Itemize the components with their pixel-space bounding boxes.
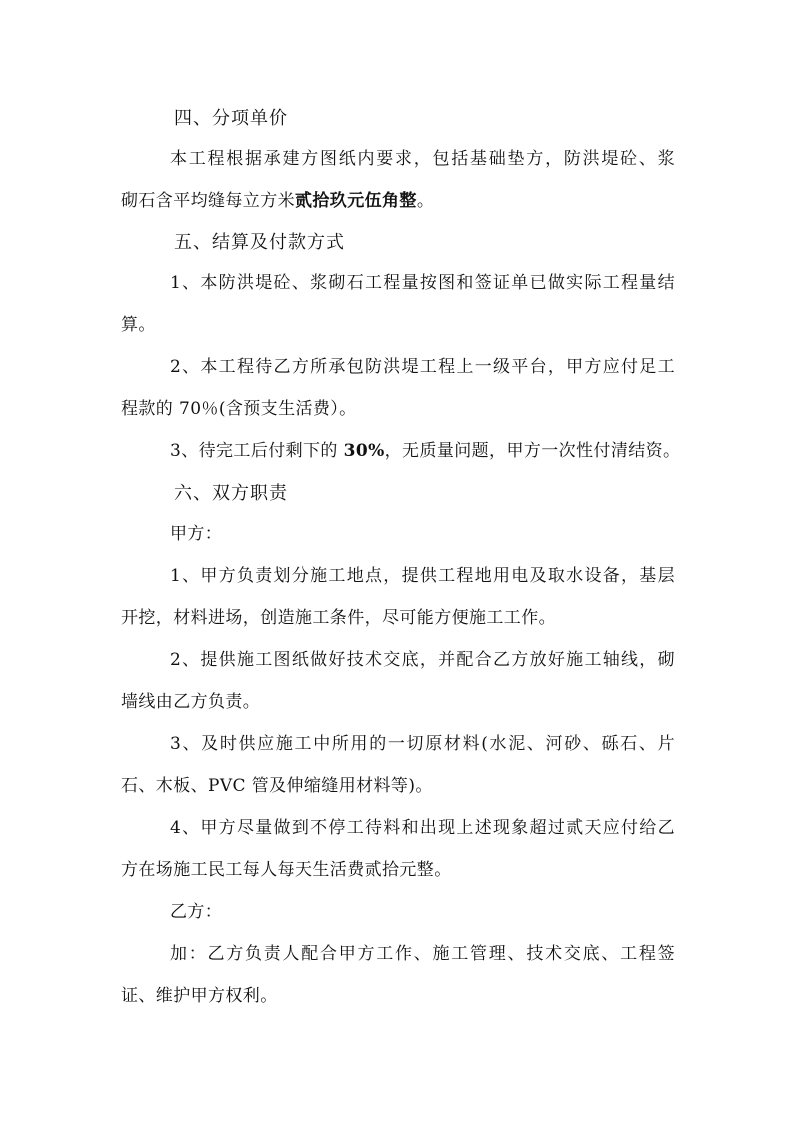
section-4-para-line2	[121, 188, 434, 214]
section-4-price-end: 。	[416, 191, 435, 211]
section-5-heading: 五、结算及付款方式	[174, 232, 345, 253]
section-5-item3-text-b: ，无质量问题，甲方一次性付清结资。	[384, 441, 681, 461]
section-5-item3-percent: 30%	[343, 441, 385, 461]
party-a-item3-line1: 3、及时供应施工中所用的一切原材料(水泥、河砂、砾石、片	[170, 734, 675, 754]
party-b-label: 乙方：	[170, 902, 223, 922]
section-4-price-amount: 贰拾玖元伍角整	[295, 191, 417, 211]
party-a-item1-line1: 1、甲方负责划分施工地点，提供工程地用电及取水设备，基层	[170, 566, 675, 586]
section-5-item1-line1: 1、本防洪堤砼、浆砌石工程量按图和签证单已做实际工程量结	[170, 273, 675, 293]
party-a-item2-line2: 墙线由乙方负责。	[121, 692, 261, 712]
party-a-item1-line2: 开挖，材料进场，创造施工条件，尽可能方便施工工作。	[121, 608, 556, 628]
section-5-item3-line1	[170, 438, 680, 464]
section-4-para-line1: 本工程根据承建方图纸内要求，包括基础垫方，防洪堤砼、浆	[170, 149, 675, 169]
section-5-item2-line1: 2、本工程待乙方所承包防洪堤工程上一级平台，甲方应付足工	[170, 357, 675, 377]
section-4-heading: 四、分项单价	[174, 108, 288, 129]
section-5-item2-line2: 程款的 70％(含预支生活费）。	[121, 399, 357, 419]
party-a-item2-line1: 2、提供施工图纸做好技术交底，并配合乙方放好施工轴线，砌	[170, 650, 675, 670]
party-b-item1-line1: 加：乙方负责人配合甲方工作、施工管理、技术交底、工程签	[170, 944, 675, 964]
party-a-item3-line2: 石、木板、PVC 管及伸缩缝用材料等)。	[121, 776, 433, 796]
party-b-item1-line2: 证、维护甲方权利。	[121, 986, 278, 1006]
party-a-item4-line2: 方在场施工民工每人每天生活费贰拾元整。	[121, 860, 452, 880]
party-a-label: 甲方：	[170, 524, 223, 544]
section-6-heading: 六、双方职责	[174, 483, 288, 504]
party-a-item4-line1: 4、甲方尽量做到不停工待料和出现上述现象超过贰天应付给乙	[170, 818, 675, 838]
section-5-item3-text-a: 3、待完工后付剩下的	[170, 441, 344, 461]
section-5-item1-line2: 算。	[121, 315, 156, 335]
section-4-price-prefix: 砌石含平均缝每立方米	[121, 191, 295, 211]
